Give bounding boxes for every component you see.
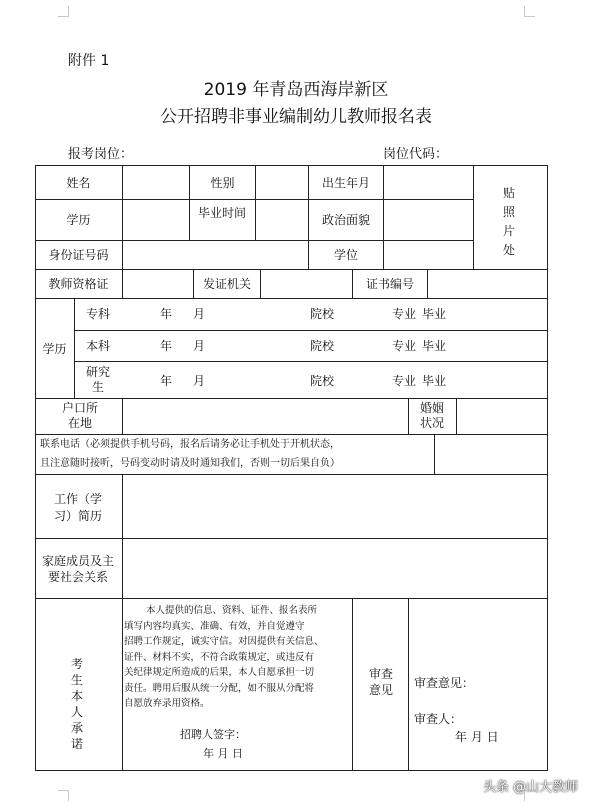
edu-major: 专业: [392, 339, 417, 353]
pledge-line: 责任。聘用后服从统一分配，如不服从分配将: [124, 682, 315, 694]
edu-month: 月: [193, 339, 206, 353]
phone-field[interactable]: [435, 435, 546, 473]
edu-level-junior: 专科: [85, 307, 110, 321]
pledge-line: 自愿放弃录用资格。: [124, 698, 210, 709]
edu-grad: 毕业: [422, 339, 447, 353]
pledge-date: 年 月 日: [203, 747, 243, 760]
teacher-cert-label: 教师资格证: [48, 277, 109, 291]
review-label: 审查意见: [368, 667, 393, 697]
pledge-line: 本人提供的信息、资料、证件、报名表所: [146, 605, 318, 616]
edu-grad: 毕业: [422, 374, 447, 388]
pledge-line: 招聘工作规定，诚实守信。对因提供有关信息、: [124, 636, 324, 647]
edu-grad: 毕业: [422, 307, 447, 321]
attachment-label: 附件 1: [68, 53, 110, 69]
graduation-time-label: 毕业时间: [197, 206, 246, 220]
name-label: 姓名: [66, 176, 91, 190]
edu-school: 院校: [310, 374, 335, 388]
corner-mark: [58, 6, 69, 17]
marital-label: 婚姻状况: [419, 401, 444, 430]
edu-major: 专业: [392, 374, 417, 388]
birth-label: 出生年月: [321, 176, 370, 190]
position-code-label: 岗位代码：: [383, 147, 449, 162]
birth-field[interactable]: [384, 166, 473, 199]
edu-school: 院校: [310, 339, 335, 353]
work-history-label: 工作（学习）简历: [53, 492, 102, 523]
political-label: 政治面貌: [321, 213, 370, 227]
cert-number-label: 证书编号: [365, 277, 414, 291]
edu-major: 专业: [392, 307, 417, 321]
phone-note-line-1: 联系电话（必须提供手机号码，报名后请务必让手机处于开机状态，: [40, 439, 340, 450]
phone-note-line-2: 且注意随时接听，号码变动时请及时通知我们，否则一切后果自负）: [40, 458, 340, 469]
work-history-field[interactable]: [123, 475, 546, 537]
corner-mark: [524, 6, 535, 17]
watermark: 头条 @山大教师: [482, 780, 578, 795]
edu-level-bachelor: 本科: [85, 339, 110, 353]
issuing-authority-label: 发证机关: [202, 277, 251, 291]
apply-position-label: 报考岗位：: [68, 147, 134, 162]
gender-label: 性别: [210, 176, 235, 190]
edu-school: 院校: [310, 307, 335, 321]
title-line-2: 公开招聘非事业编制幼儿教师报名表: [160, 107, 432, 127]
edu-year: 年: [160, 339, 173, 353]
review-date: 年 月 日: [455, 730, 499, 744]
education-level-label: 学历: [66, 213, 91, 227]
education-section-label: 学历: [42, 342, 67, 356]
reviewer-label: 审查人：: [414, 712, 463, 726]
hukou-label: 户口所在地: [62, 401, 99, 430]
name-field[interactable]: [123, 166, 189, 199]
pledge-line: 关纪律规定所造成的后果，本人自愿承担一切: [124, 667, 315, 678]
pledge-line: 填写内容均真实、准确、有效，并自觉遵守: [124, 620, 305, 632]
edu-year: 年: [160, 374, 173, 388]
title-line-1: 2019 年青岛西海岸新区: [203, 80, 389, 100]
edu-level-graduate: 研究生: [86, 365, 111, 394]
pledge-text: [124, 603, 350, 712]
corner-mark: [58, 790, 69, 801]
gender-field[interactable]: [256, 166, 308, 199]
id-number-label: 身份证号码: [48, 248, 109, 262]
signature-label: 招聘人签字：: [180, 728, 246, 741]
family-label: 家庭成员及主要社会关系: [41, 554, 114, 584]
pledge-line: 证件、材料不实，不符合政策规定，或违反有: [124, 651, 315, 663]
pledge-label: 考生本人承诺: [70, 657, 83, 751]
photo-placeholder[interactable]: 贴照片处: [502, 186, 515, 257]
edu-year: 年: [160, 307, 173, 321]
family-field[interactable]: [123, 539, 546, 597]
degree-label: 学位: [333, 248, 358, 262]
edu-month: 月: [193, 307, 206, 321]
edu-month: 月: [193, 374, 206, 388]
review-opinion-label: 审查意见：: [414, 676, 475, 690]
